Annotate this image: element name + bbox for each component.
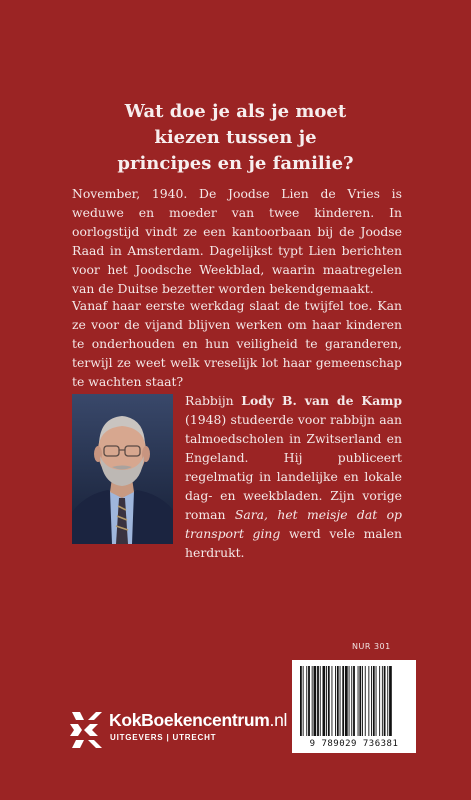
- barcode-bar: [358, 666, 359, 736]
- previous-novel-title: Sara, het meisje dat op transport ging: [185, 507, 402, 541]
- barcode-bar: [382, 666, 383, 736]
- publisher-location: UITGEVERS | UTRECHT: [110, 733, 217, 742]
- barcode-bar: [351, 666, 352, 736]
- publisher-logo: [68, 708, 308, 752]
- barcode-bar: [332, 666, 333, 736]
- publisher-name: KokBoekencentrum.nl: [109, 710, 288, 730]
- barcode-bar: [368, 666, 369, 736]
- synopsis-paragraph-2: Vanaf haar eerste werkdag slaat de twijfel toe. Kan ze voor de vijand blijven werken om haar kinderen te onderhouden en hun veiligheid te garanderen, terwijl ze weet welk vreselijk lot haar gemeenschap te wachten staat?: [72, 298, 402, 389]
- isbn-digits: 9 789029 736381: [309, 739, 399, 749]
- barcode-bar: [365, 666, 366, 736]
- barcode-bar: [362, 666, 363, 736]
- tagline: Wat doe je als je moet kiezen tussen je principes en je familie?: [117, 101, 354, 174]
- barcode-bar: [359, 666, 361, 736]
- barcode-bar: [342, 666, 344, 736]
- barcode-bar: [379, 666, 380, 736]
- author-name: Lody B. van de Kamp: [241, 393, 402, 408]
- barcode-bar: [384, 666, 386, 736]
- author-bio: [185, 391, 402, 562]
- author-photo: [72, 394, 173, 544]
- isbn-barcode: [292, 660, 416, 753]
- barcode-bar: [371, 666, 372, 736]
- barcode-bar: [349, 666, 350, 736]
- barcode-bar: [314, 666, 317, 736]
- barcode-bar: [340, 666, 341, 736]
- barcode-bar: [326, 666, 327, 736]
- bio-intro: Rabbijn: [185, 393, 242, 408]
- barcode-bar: [353, 666, 355, 736]
- publisher-mark-icon: [68, 710, 104, 750]
- author-portrait-illustration: [72, 394, 173, 544]
- barcode-bar: [376, 666, 377, 736]
- barcode-bar: [317, 666, 319, 736]
- barcode-bar: [328, 666, 330, 736]
- nur-code: NUR 301: [352, 642, 391, 651]
- barcode-bar: [373, 666, 375, 736]
- barcode-bar: [323, 666, 326, 736]
- barcode-bar: [320, 666, 321, 736]
- barcode-bar: [312, 666, 313, 736]
- barcode-bar: [345, 666, 348, 736]
- bio-text-2: werd vele malen herdrukt.: [185, 526, 402, 560]
- bio-text-1: (1948) studeerde voor rabbijn aan talmoedscholen in Zwitserland en Engeland. Hij publiceert regelmatig in landelijke en lokale dag- en weekbladen. Zijn vorige roman: [185, 412, 402, 522]
- barcode-bar: [337, 666, 339, 736]
- barcode-bar: [308, 666, 310, 736]
- barcode-bar: [389, 666, 392, 736]
- barcode-bar: [387, 666, 388, 736]
- synopsis-paragraph-1: November, 1940. De Joodse Lien de Vries is weduwe en moeder van twee kinderen. In oorlogstijd vindt ze een kantoorbaan bij de Joodse Raad in Amsterdam. Dagelijkst typt Lien berichten voor het Joodsche Weekblad, waarin maatregelen van de Duitse bezetter worden bekendgemaakt.: [72, 186, 402, 296]
- barcode-bar: [335, 666, 336, 736]
